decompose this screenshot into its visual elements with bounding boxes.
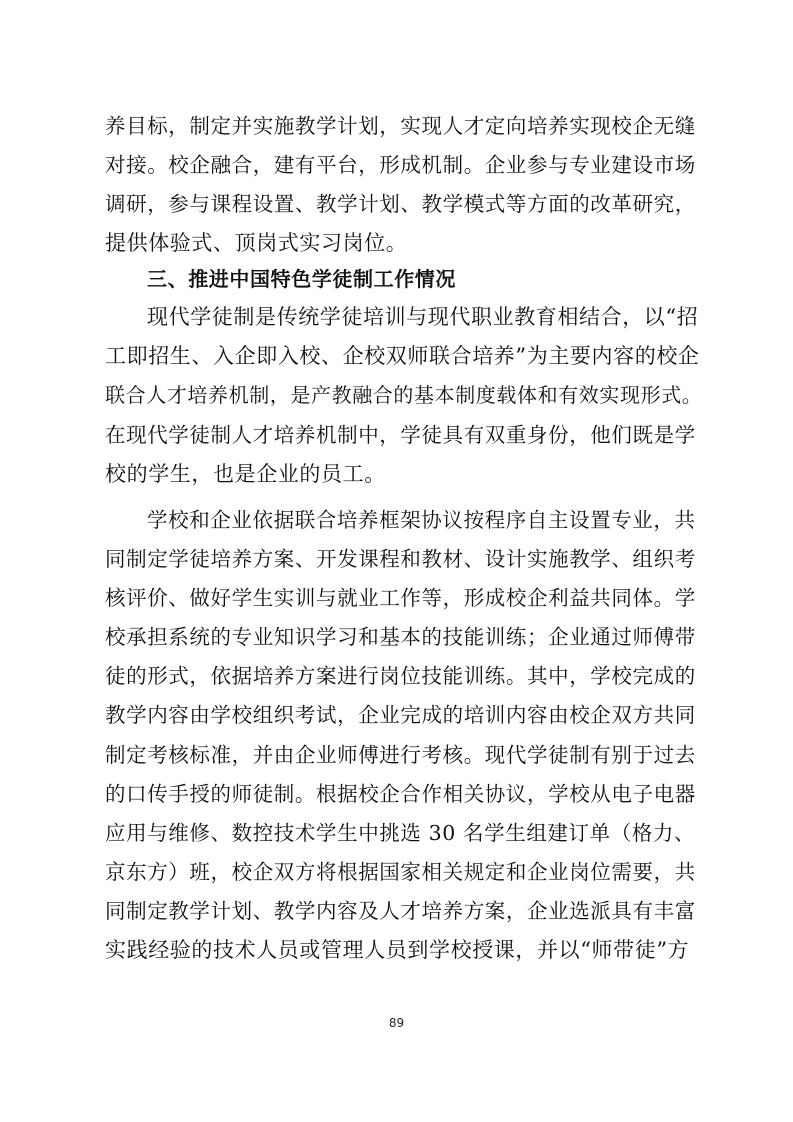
paragraph-2-line-5: 校的学生，也是企业的员工。: [105, 462, 386, 486]
paragraph-3-line-5: 徒的形式，依据培养方案进行岗位技能训练。其中，学校完成的: [105, 664, 696, 688]
paragraph-2-line-3: 联合人才培养机制，是产教融合的基本制度载体和有效实现形式。: [105, 383, 703, 407]
paragraph-1-line-3: 调研，参与课程设置、教学计划、教学模式等方面的改革研究，: [105, 192, 696, 216]
section-heading: 三、推进中国特色学徒制工作情况: [147, 267, 456, 291]
paragraph-3-line-9: 应用与维修、数控技术学生中挑选 30 名学生组建订单（格力、: [105, 821, 696, 845]
paragraph-2-line-2: 工即招生、入企即入校、企校双师联合培养”为主要内容的校企: [105, 344, 700, 368]
page-number: 89: [388, 1016, 405, 1030]
paragraph-3-line-4: 校承担系统的专业知识学习和基本的技能训练；企业通过师傅带: [105, 625, 696, 649]
paragraph-1-line-2: 对接。校企融合，建有平台，形成机制。企业参与专业建设市场: [105, 153, 696, 177]
paragraph-3-line-8: 的口传手授的师徒制。根据校企合作相关协议，学校从电子电器: [105, 782, 696, 806]
paragraph-3-line-1: 学校和企业依据联合培养框架协议按程序自主设置专业，共: [147, 508, 696, 532]
paragraph-1-line-4: 提供体验式、顶岗式实习岗位。: [105, 231, 408, 255]
paragraph-2-line-1: 现代学徒制是传统学徒培训与现代职业教育相结合，以“招: [147, 305, 699, 329]
paragraph-3-line-3: 核评价、做好学生实训与就业工作等，形成校企利益共同体。学: [105, 586, 696, 610]
paragraph-3-line-10: 京东方）班，校企双方将根据国家相关规定和企业岗位需要，共: [105, 860, 696, 884]
paragraph-3-line-12: 实践经验的技术人员或管理人员到学校授课，并以“师带徒”方: [105, 938, 690, 962]
paragraph-3-line-2: 同制定学徒培养方案、开发课程和教材、设计实施教学、组织考: [105, 547, 696, 571]
paragraph-1-line-1: 养目标，制定并实施教学计划，实现人才定向培养实现校企无缝: [105, 114, 696, 138]
paragraph-3-line-11: 同制定教学计划、教学内容及人才培养方案，企业选派具有丰富: [105, 899, 696, 923]
paragraph-3-line-6: 教学内容由学校组织考试，企业完成的培训内容由校企双方共同: [105, 703, 696, 727]
paragraph-2-line-4: 在现代学徒制人才培养机制中，学徒具有双重身份，他们既是学: [105, 423, 696, 447]
paragraph-3-line-7: 制定考核标准，并由企业师傅进行考核。现代学徒制有别于过去: [105, 743, 696, 767]
